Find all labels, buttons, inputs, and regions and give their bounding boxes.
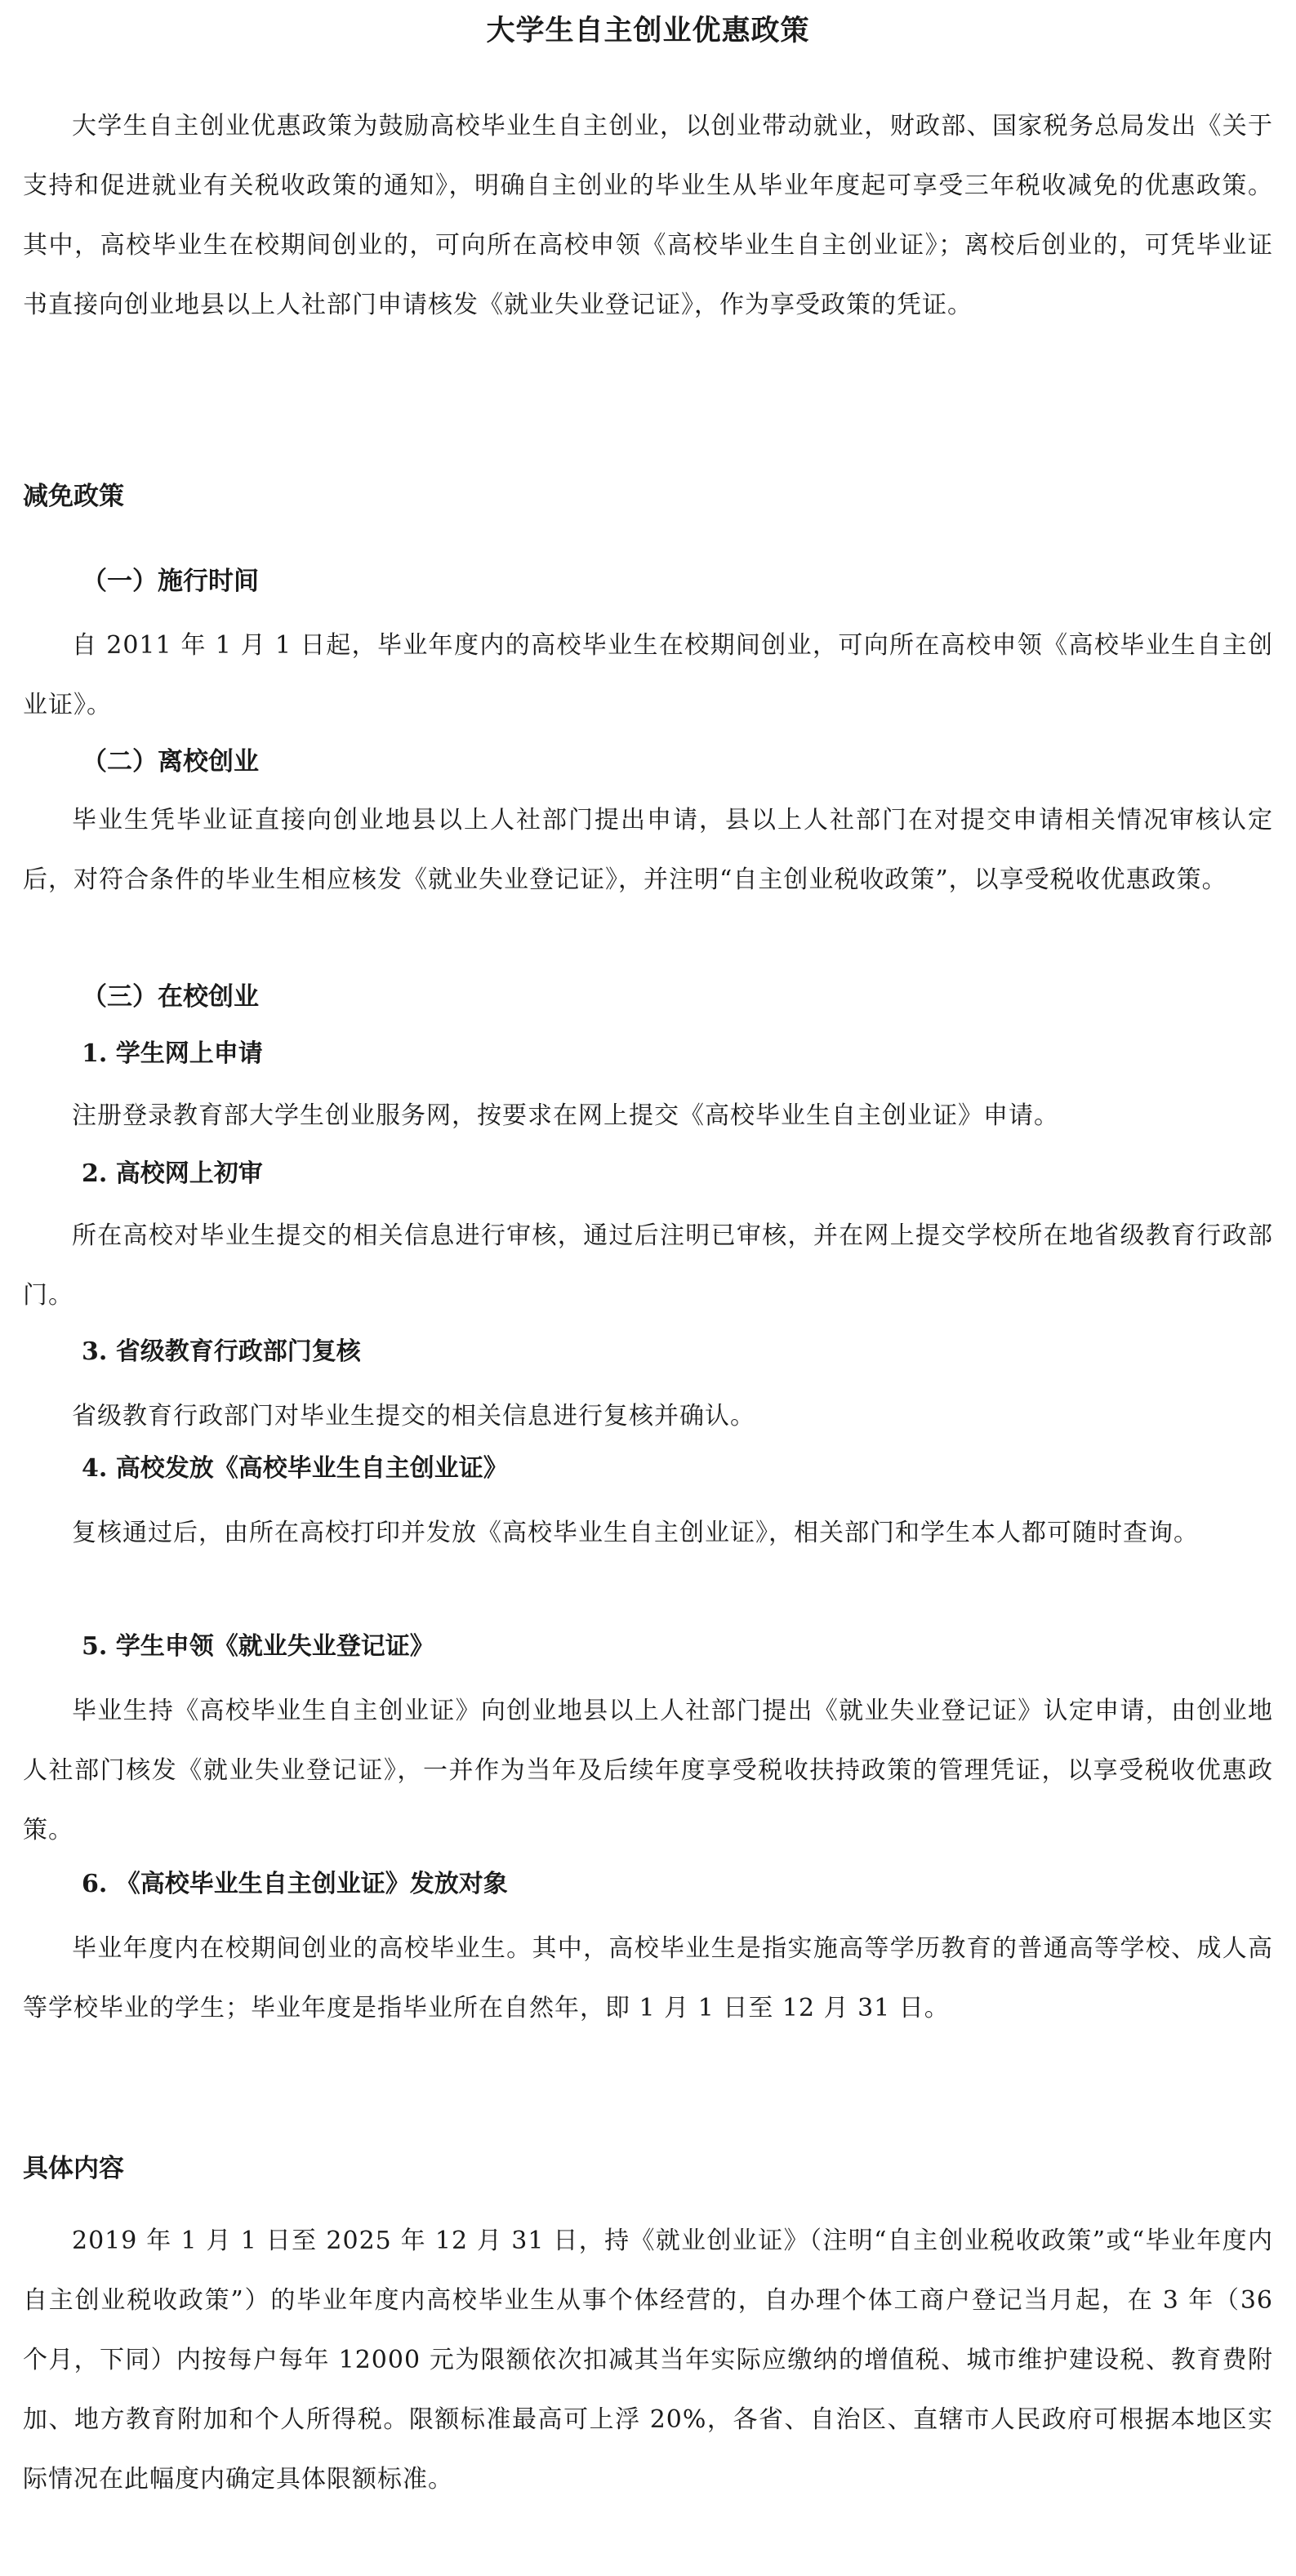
intro-block [23,96,1273,335]
step-heading-4: 4. 高校发放《高校毕业生自主创业证》 [82,1454,508,1483]
step-6-paragraph: 毕业年度内在校期间创业的高校毕业生。其中，高校毕业生是指实施高等学历教育的普通高等学校、成人高等学校毕业的学生；毕业年度是指毕业所在自然年，即 1 月 1 日至 12 月 31 日。 [23,1934,1273,2022]
subheading-post-graduation: （二）离校创业 [82,747,259,776]
subheading-in-school: （三）在校创业 [82,982,259,1012]
step-heading-2: 2. 高校网上初审 [82,1159,263,1188]
effective-date-paragraph: 自 2011 年 1 月 1 日起，毕业年度内的高校毕业生在校期间创业，可向所在高校申领《高校毕业生自主创业证》。 [23,631,1273,719]
effective-date-block [23,616,1273,735]
step-heading-3: 3. 省级教育行政部门复核 [82,1337,361,1366]
step-4-block [23,1503,1273,1563]
step-2-block [23,1206,1273,1325]
subheading-effective-date: （一）施行时间 [82,567,259,596]
details-paragraph: 2019 年 1 月 1 日至 2025 年 12 月 31 日，持《就业创业证》（注明“自主创业税收政策”或“毕业年度内自主创业税收政策”）的毕业年度内高校毕业生从事个体经营的，自办理个体工商户登记当月起，在 3 年（36 个月，下同）内按每户每年 12000 元为限额依次扣减其当年实际应缴纳的增值税、城市维护建设税、教育费附加、地方教育附加和个人所得税。限额标准最高可上浮 20%，各省、自治区、直辖市人民政府可根据本地区实际情况在此幅度内确定具体限额标准。 [23,2227,1273,2494]
post-graduation-paragraph: 毕业生凭毕业证直接向创业地县以上人社部门提出申请，县以上人社部门在对提交申请相关情况审核认定后，对符合条件的毕业生相应核发《就业失业登记证》，并注明“自主创业税收政策”，以享受税收优惠政策。 [23,806,1273,894]
post-graduation-block [23,790,1273,910]
step-5-block [23,1681,1273,1860]
section-heading-details: 具体内容 [23,2154,124,2183]
details-block [23,2211,1273,2509]
step-3-block [23,1386,1273,1446]
document-title: 大学生自主创业优惠政策 [486,15,810,47]
step-1-paragraph: 注册登录教育部大学生创业服务网，按要求在网上提交《高校毕业生自主创业证》申请。 [72,1101,1059,1130]
step-5-paragraph: 毕业生持《高校毕业生自主创业证》向创业地县以上人社部门提出《就业失业登记证》认定申请，由创业地人社部门核发《就业失业登记证》，一并作为当年及后续年度享受税收扶持政策的管理凭证，以享受税收优惠政策。 [23,1697,1273,1844]
step-heading-1: 1. 学生网上申请 [82,1039,263,1068]
step-heading-6: 6. 《高校毕业生自主创业证》发放对象 [82,1870,508,1898]
step-1-block [23,1086,1273,1146]
intro-paragraph: 大学生自主创业优惠政策为鼓励高校毕业生自主创业，以创业带动就业，财政部、国家税务总局发出《关于支持和促进就业有关税收政策的通知》，明确自主创业的毕业生从毕业年度起可享受三年税收减免的优惠政策。其中，高校毕业生在校期间创业的，可向所在高校申领《高校毕业生自主创业证》；离校后创业的，可凭毕业证书直接向创业地县以上人社部门申请核发《就业失业登记证》，作为享受政策的凭证。 [23,112,1273,319]
step-heading-5: 5. 学生申领《就业失业登记证》 [82,1632,434,1661]
step-3-paragraph: 省级教育行政部门对毕业生提交的相关信息进行复核并确认。 [72,1402,755,1430]
step-2-paragraph: 所在高校对毕业生提交的相关信息进行审核，通过后注明已审核，并在网上提交学校所在地省级教育行政部门。 [23,1221,1273,1310]
step-4-paragraph: 复核通过后，由所在高校打印并发放《高校毕业生自主创业证》，相关部门和学生本人都可随时查询。 [72,1519,1199,1547]
section-heading-policy: 减免政策 [23,482,124,511]
step-6-block [23,1919,1273,2038]
